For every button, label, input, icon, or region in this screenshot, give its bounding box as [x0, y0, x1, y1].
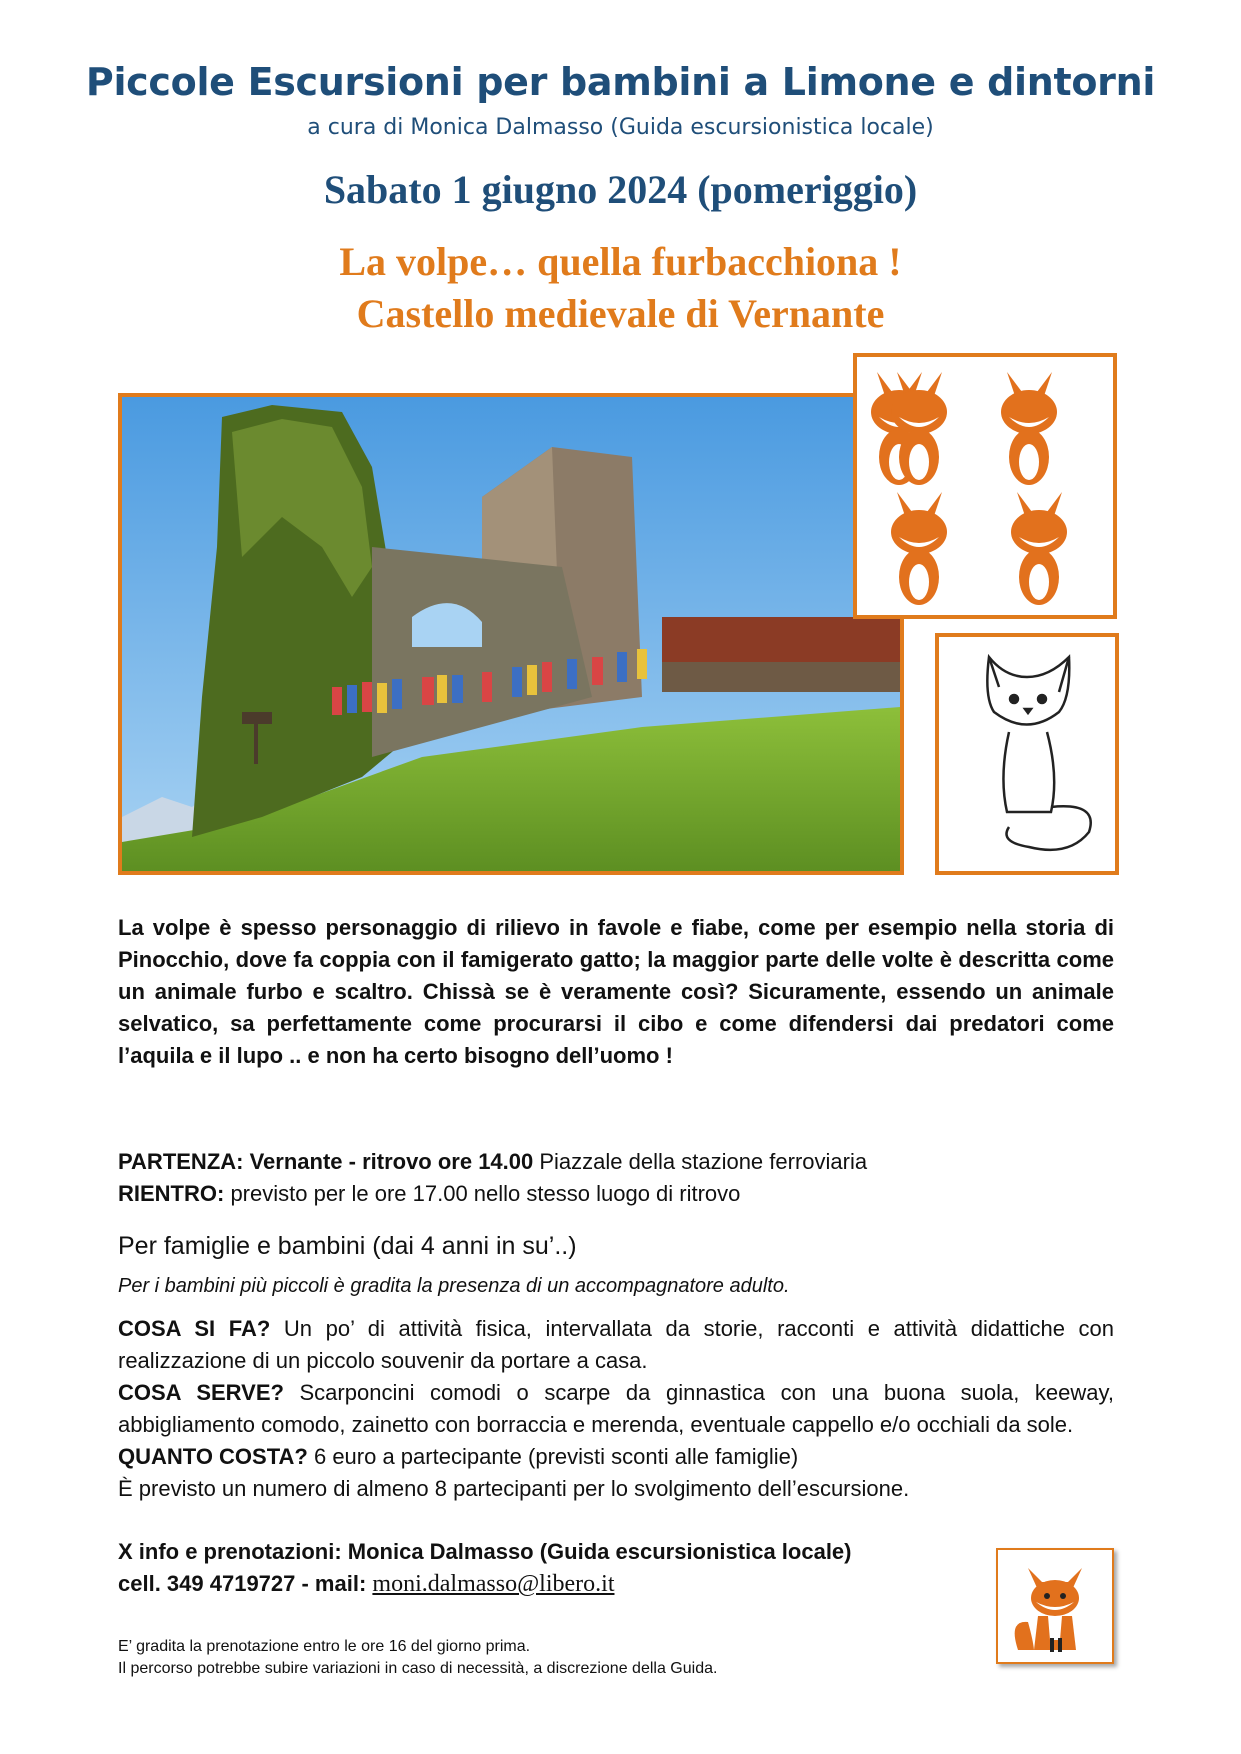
cost-line [118, 1441, 1114, 1473]
fox-outline-image [935, 633, 1119, 875]
need-text-1: Scarponcini comodi o scarpe da ginnastica con una buona suola, keeway, [283, 1380, 1114, 1405]
footer-note-1: E’ gradita la prenotazione entro le ore 16 del giorno prima. [118, 1638, 531, 1655]
need-line-2: abbigliamento comodo, zainetto con borraccia e merenda, eventuale cappello e/o occhiali da sole. [118, 1412, 1074, 1437]
what-label: COSA SI FA? [118, 1316, 271, 1341]
event-date: Sabato 1 giugno 2024 (pomeriggio) [323, 167, 918, 212]
what-line-2: realizzazione di un piccolo souvenir da portare a casa. [118, 1348, 648, 1373]
fox-stickers-image [853, 353, 1117, 619]
event-headline: La volpe… quella furbacchiona ! [339, 239, 902, 284]
departure-text: Piazzale della stazione ferroviaria [533, 1149, 868, 1174]
cost-label: QUANTO COSTA? [118, 1444, 308, 1469]
page-subtitle: a cura di Monica Dalmasso (Guida escursionistica locale) [307, 115, 934, 140]
intro-paragraph: La volpe è spesso personaggio di rilievo in favole e fiabe, come per esempio nella storia di Pinocchio, dove fa coppia con il famigerato gatto; la maggior parte delle volte è descritta come un animale furbo e scaltro. Chissà se è veramente così? Sicuramente, essendo un animale selvatico, sa perfettamente come procurarsi il cibo e come difendersi dai predatori come l’aquila e il lupo .. e non ha certo bisogno dell’uomo ! [118, 915, 1114, 1068]
need-label: COSA SERVE? [118, 1380, 284, 1405]
what-text-1: Un po’ di attività fisica, intervallata da storie, racconti e attività didattiche con [270, 1316, 1114, 1341]
cost-text: 6 euro a partecipante (previsti sconti alle famiglie) [307, 1444, 799, 1469]
return-label: RIENTRO: [118, 1181, 225, 1206]
footer-note-2: Il percorso potrebbe subire variazioni in caso di necessità, a discrezione della Guida. [118, 1660, 718, 1677]
phone-label: cell. 349 4719727 - mail: [118, 1571, 373, 1596]
return-line [118, 1178, 1114, 1210]
castle-photo [118, 393, 904, 875]
audience-note: Per i bambini più piccoli è gradita la presenza di un accompagnatore adulto. [118, 1275, 790, 1297]
what-line-1 [118, 1313, 1114, 1345]
contact-phone-mail [118, 1568, 1114, 1600]
email-link[interactable]: moni.dalmasso@libero.it [372, 1571, 615, 1597]
audience-title: Per famiglie e bambini (dai 4 anni in su’..) [118, 1232, 577, 1260]
departure-label: PARTENZA: Vernante - ritrovo ore 14.00 [118, 1149, 534, 1174]
event-location: Castello medievale di Vernante [356, 291, 885, 336]
need-line-1 [118, 1377, 1114, 1409]
departure-line [118, 1146, 1114, 1178]
minimum-participants: È previsto un numero di almeno 8 partecipanti per lo svolgimento dell’escursione. [118, 1476, 910, 1501]
contact-line: X info e prenotazioni: Monica Dalmasso (Guida escursionistica locale) [118, 1539, 852, 1564]
page-title: Piccole Escursioni per bambini a Limone e dintorni [85, 60, 1156, 104]
return-text: previsto per le ore 17.00 nello stesso luogo di ritrovo [224, 1181, 741, 1206]
